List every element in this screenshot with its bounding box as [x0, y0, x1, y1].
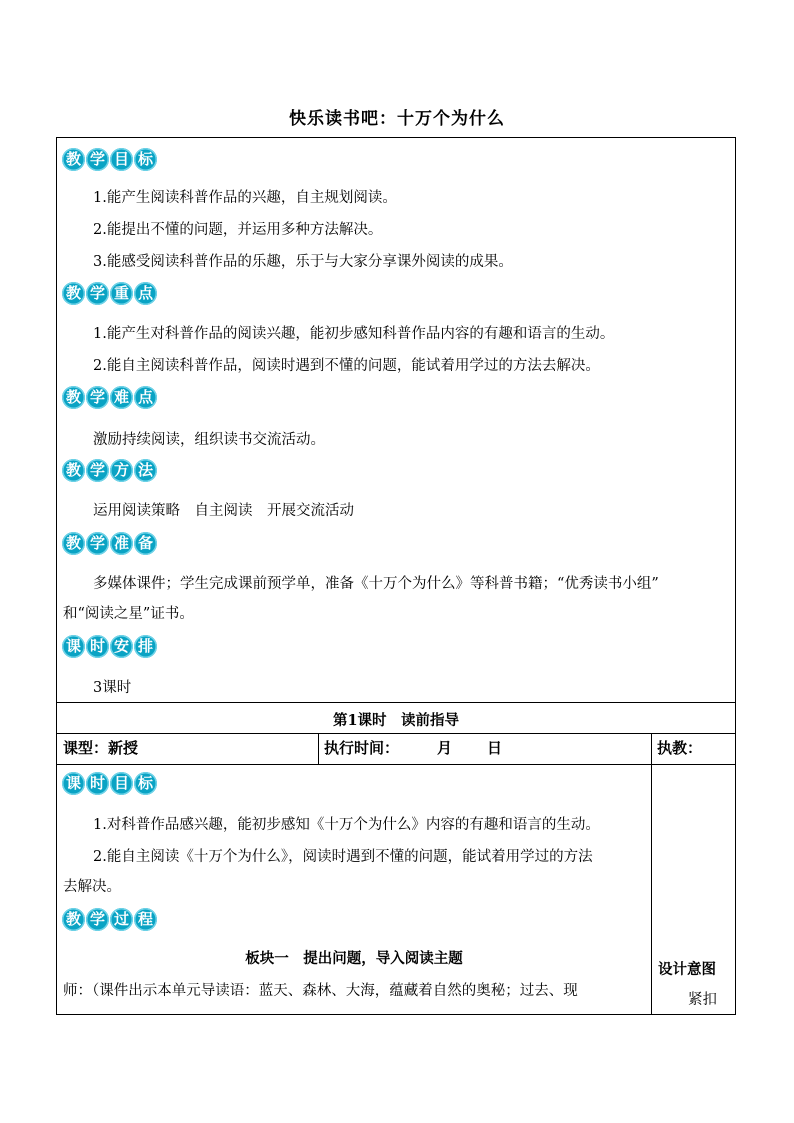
badge-char: 学 [86, 148, 109, 171]
badge-char: 难 [110, 386, 133, 409]
objectives-badge [62, 772, 157, 795]
badge-char: 点 [134, 282, 157, 305]
preparation-text: 和“阅读之星”证书。 [63, 606, 194, 622]
badge-char: 时 [86, 635, 109, 658]
overview-box [56, 137, 736, 703]
badge-char: 标 [134, 772, 157, 795]
time-label: 执行时间： [324, 739, 400, 757]
badge-char: 方 [110, 459, 133, 482]
key-point-item: 1.能产生对科普作品的阅读兴趣，能初步感知科普作品内容的有趣和语言的生动。 [93, 326, 615, 342]
badge-char: 学 [86, 386, 109, 409]
teacher-label: 执教： [657, 739, 703, 757]
badge-char: 程 [134, 908, 157, 931]
badge-char: 课 [62, 772, 85, 795]
objective-item: 2.能自主阅读《十万个为什么》，阅读时遇到不懂的问题，能试着用学过的方法 [93, 849, 593, 865]
badge-char: 教 [62, 532, 85, 555]
teacher-line: 师：（课件出示本单元导读语：蓝天、森林、大海，蕴藏着自然的奥秘；过去、现 [63, 983, 578, 999]
badge-char: 课 [62, 635, 85, 658]
method-item: 运用阅读策略 自主阅读 开展交流活动 [93, 503, 354, 519]
goal-item: 2.能提出不懂的问题，并运用多种方法解决。 [93, 222, 383, 238]
page-title: 快乐读书吧：十万个为什么 [289, 109, 505, 129]
objective-item: 去解决。 [63, 879, 121, 895]
difficulties-badge [62, 386, 157, 409]
preparation-text: 多媒体课件；学生完成课前预学单，准备《十万个为什么》等科普书籍；“优秀读书小组” [93, 576, 659, 592]
design-intent-title: 设计意图 [658, 961, 716, 978]
day-label: 日 [487, 739, 503, 757]
design-intent-text: 紧扣 [688, 992, 717, 1008]
badge-char: 学 [86, 908, 109, 931]
difficulty-item: 激励持续阅读，组织读书交流活动。 [93, 432, 325, 448]
lesson-header: 第1课时 读前指导 [332, 712, 460, 729]
objective-item: 1.对科普作品感兴趣，能初步感知《十万个为什么》内容的有趣和语言的生动。 [93, 817, 600, 833]
lesson-body [56, 764, 736, 1015]
badge-char: 教 [62, 282, 85, 305]
goal-item: 1.能产生阅读科普作品的兴趣，自主规划阅读。 [93, 190, 397, 206]
divider [318, 733, 319, 764]
badge-char: 点 [134, 386, 157, 409]
badge-char: 教 [62, 459, 85, 482]
badge-char: 时 [86, 772, 109, 795]
badge-char: 教 [62, 908, 85, 931]
badge-char: 学 [86, 532, 109, 555]
badge-char: 排 [134, 635, 157, 658]
lesson-info-row [56, 733, 736, 765]
badge-char: 目 [110, 148, 133, 171]
schedule-badge [62, 635, 157, 658]
key-point-item: 2.能自主阅读科普作品，阅读时遇到不懂的问题，能试着用学过的方法去解决。 [93, 358, 600, 374]
badge-char: 教 [62, 386, 85, 409]
badge-char: 备 [134, 532, 157, 555]
schedule-item: 3课时 [93, 680, 132, 696]
badge-char: 教 [62, 148, 85, 171]
badge-char: 安 [110, 635, 133, 658]
methods-badge [62, 459, 157, 482]
badge-char: 学 [86, 459, 109, 482]
divider [651, 764, 652, 1014]
lesson-type: 课型：新授 [63, 739, 139, 757]
block-title: 板块一 提出问题，导入阅读主题 [245, 950, 463, 967]
process-badge [62, 908, 157, 931]
badge-char: 法 [134, 459, 157, 482]
divider [651, 733, 652, 764]
goals-badge [62, 148, 157, 171]
badge-char: 标 [134, 148, 157, 171]
badge-char: 重 [110, 282, 133, 305]
preparation-badge [62, 532, 157, 555]
badge-char: 学 [86, 282, 109, 305]
badge-char: 准 [110, 532, 133, 555]
badge-char: 过 [110, 908, 133, 931]
badge-char: 目 [110, 772, 133, 795]
goal-item: 3.能感受阅读科普作品的乐趣，乐于与大家分享课外阅读的成果。 [93, 254, 513, 270]
key-points-badge [62, 282, 157, 305]
lesson-header-row [56, 702, 736, 734]
month-label: 月 [437, 739, 453, 757]
